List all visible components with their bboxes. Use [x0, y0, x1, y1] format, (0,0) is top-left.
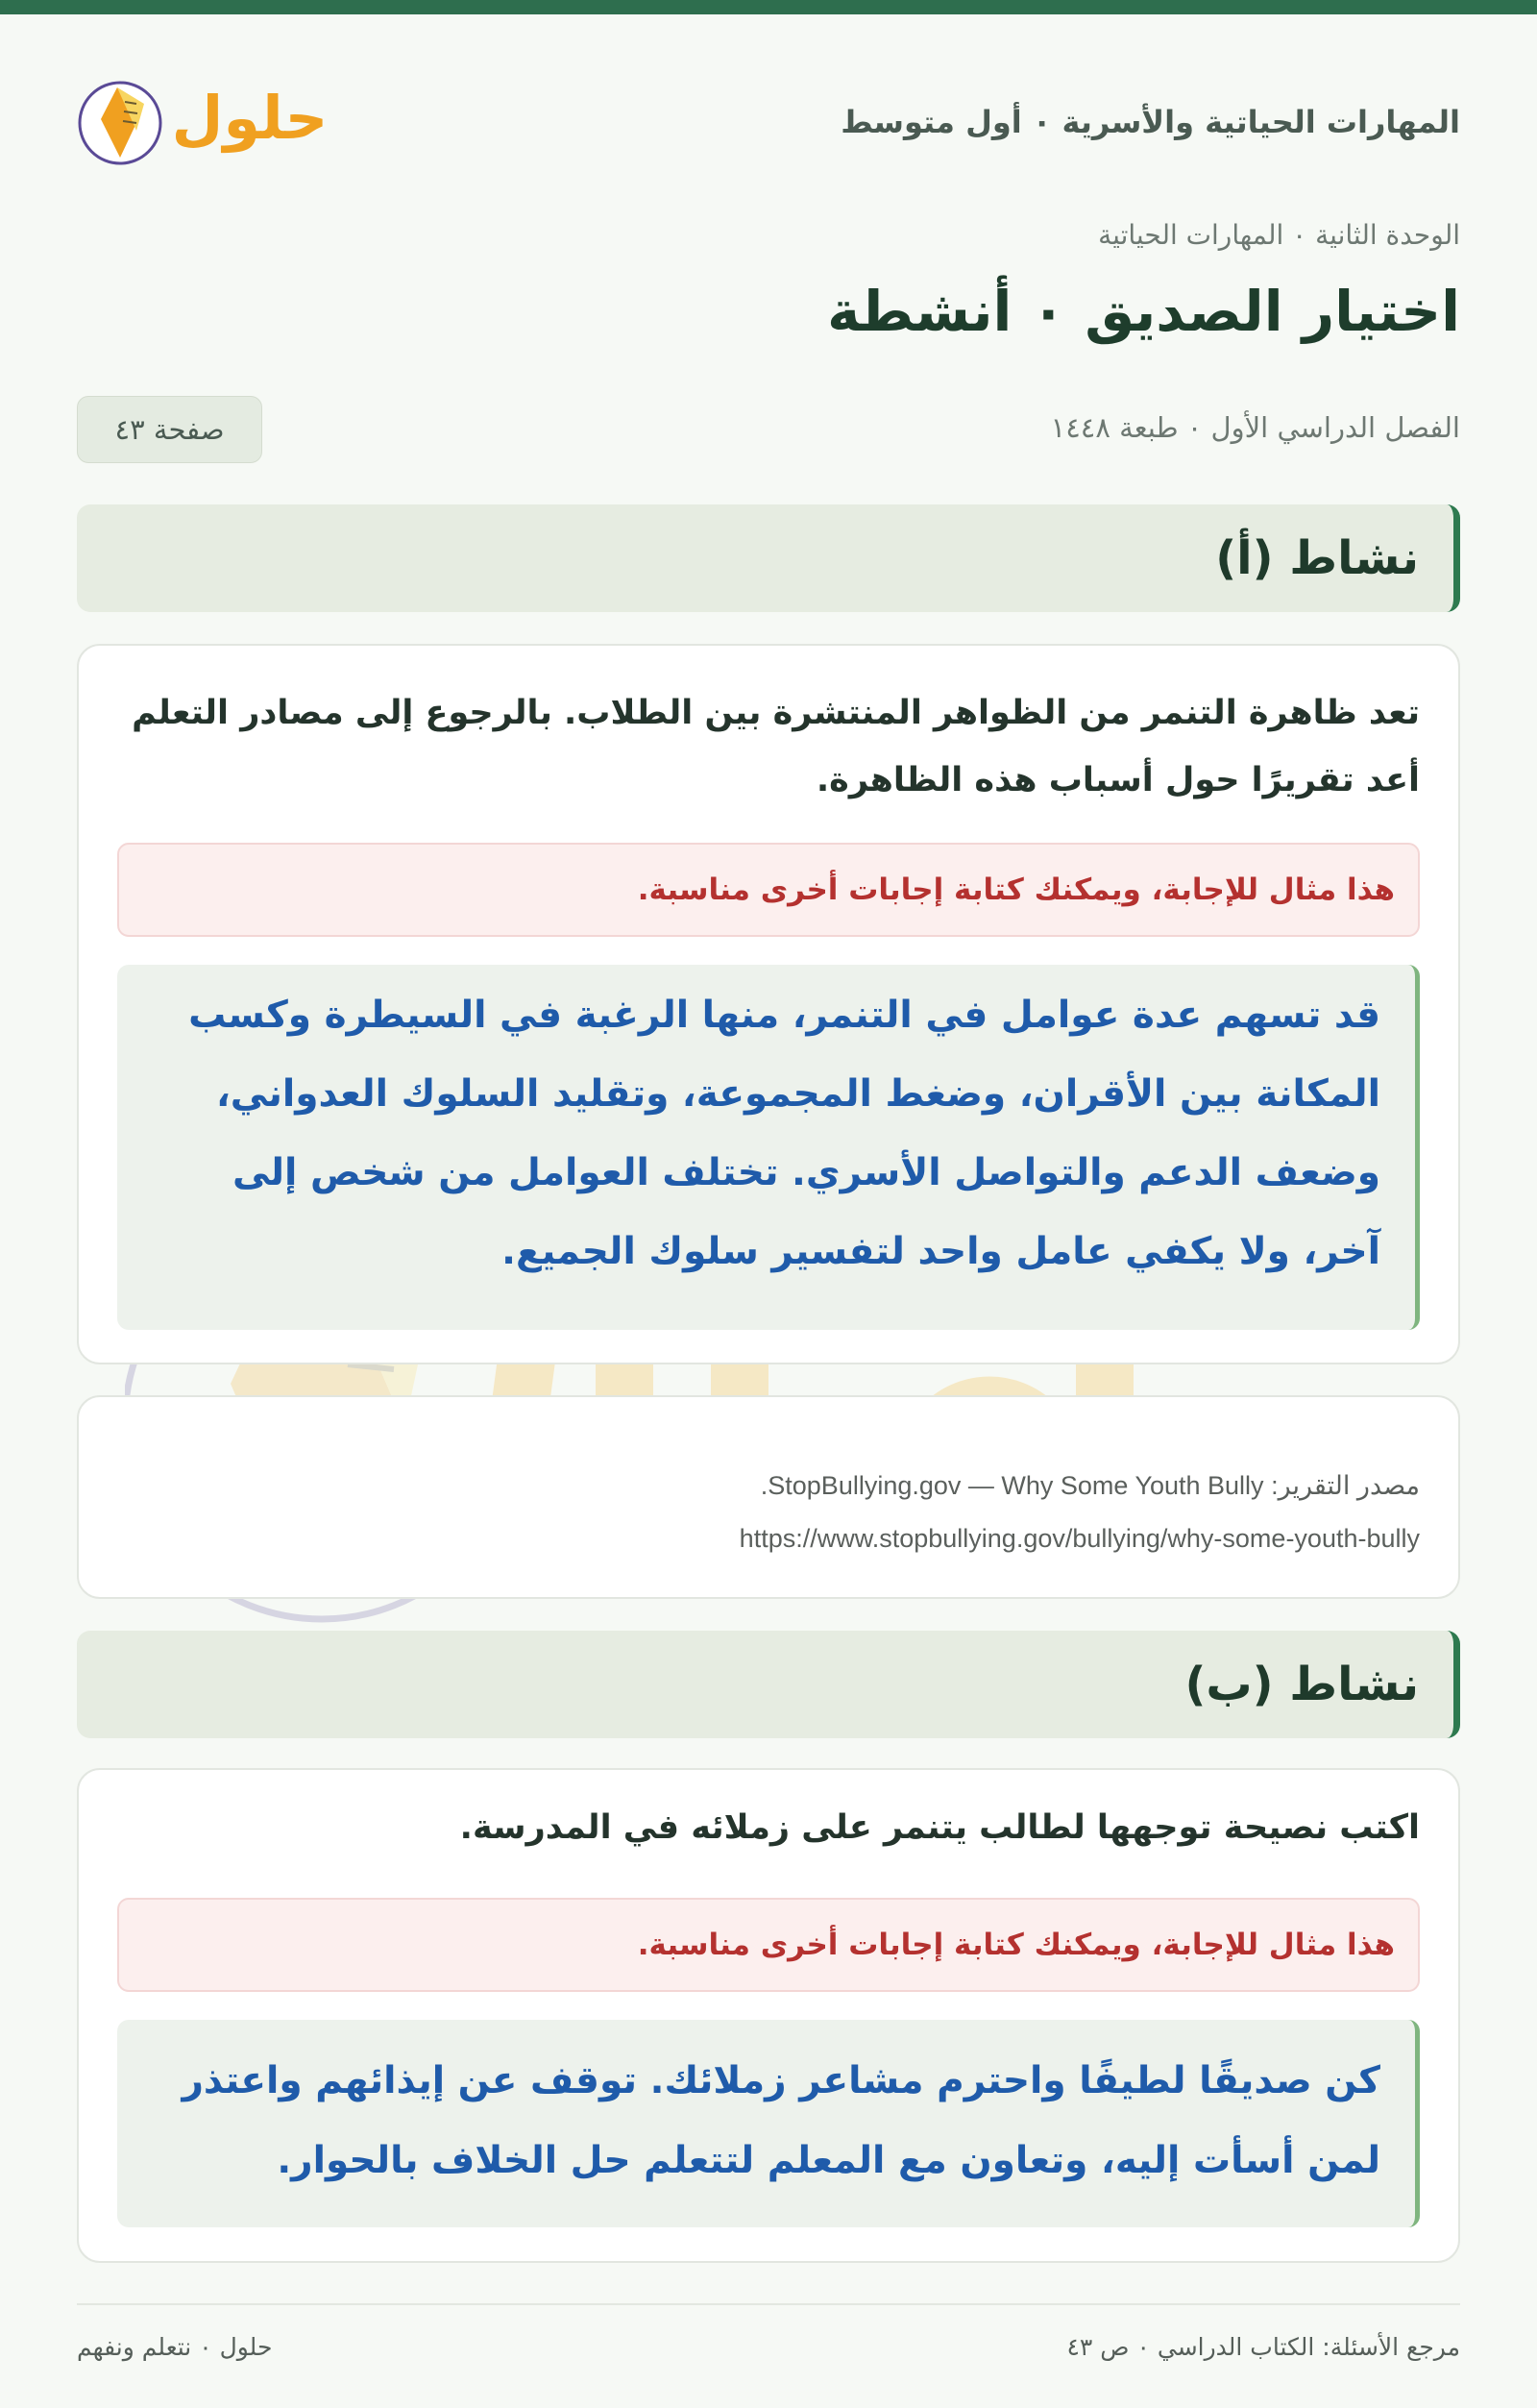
activity-a-question: تعد ظاهرة التنمر من الظواهر المنتشرة بين الطلاب. بالرجوع إلى مصادر التعلم أعد تقريرًا حول أسباب هذه الظاهرة. [132, 694, 1420, 799]
activity-a-note [117, 843, 1420, 937]
top-accent-bar [0, 0, 1537, 14]
activity-a-answer: قد تسهم عدة عوامل في التنمر، منها الرغبة في السيطرة وكسب المكانة بين الأقران، وضغط المجموعة، وتقليد السلوك العدواني، وضعف الدعم والتواصل الأسري. تختلف العوامل من شخص إلى آخر، ولا يكفي عامل واحد لتفسير سلوك الجميع. [188, 994, 1380, 1273]
footer-reference: مرجع الأسئلة: الكتاب الدراسي ٠ ص ٤٣ [1066, 2333, 1460, 2361]
activity-b-note [117, 1898, 1420, 1992]
subject-title: المهارات الحياتية والأسرية ٠ أول متوسط [841, 104, 1460, 140]
activity-b-heading [77, 1631, 1460, 1738]
activity-a-heading [77, 504, 1460, 612]
unit-label: الوحدة الثانية ٠ المهارات الحياتية [1098, 219, 1460, 251]
activity-b-answer: كن صديقًا لطيفًا واحترم مشاعر زملائك. توقف عن إيذائهم واعتذر لمن أسأت إليه، وتعاون مع المعلم لتتعلم حل الخلاف بالحوار. [182, 2059, 1380, 2182]
activity-b-answer-box [117, 2020, 1420, 2227]
page-title: اختيار الصديق ٠ أنشطة [827, 279, 1460, 344]
footer-divider [77, 2303, 1460, 2305]
term-label: الفصل الدراسي الأول ٠ طبعة ١٤٤٨ [1050, 411, 1460, 444]
logo-wordmark: حلول [171, 83, 329, 153]
activity-b-title: نشاط (ب) [1184, 1658, 1419, 1711]
source-label: مصدر التقرير: StopBullying.gov — Why Some Youth Bully. [760, 1471, 1420, 1500]
source-text [117, 1460, 1420, 1565]
activity-a-note-text: هذا مثال للإجابة، ويمكنك كتابة إجابات أخرى مناسبة. [637, 872, 1395, 907]
activity-b-question: اكتب نصيحة توجهها لطالب يتنمر على زملائه في المدرسة. [459, 1808, 1420, 1847]
source-url-link[interactable]: https://www.stopbullying.gov/bullying/why-some-youth-bully [739, 1524, 1420, 1553]
source-card [77, 1395, 1460, 1599]
page-header [77, 58, 1460, 173]
page-number-badge: صفحة ٤٣ [77, 396, 262, 463]
activity-b-note-text: هذا مثال للإجابة، ويمكنك كتابة إجابات أخرى مناسبة. [637, 1928, 1395, 1962]
activity-a-title: نشاط (أ) [1215, 531, 1419, 585]
hulul-logo[interactable] [77, 63, 346, 169]
activity-a-answer-box [117, 965, 1420, 1330]
activity-a-card [77, 644, 1460, 1364]
footer-brand: حلول ٠ نتعلم ونفهم [77, 2333, 273, 2361]
activity-b-card [77, 1768, 1460, 2263]
